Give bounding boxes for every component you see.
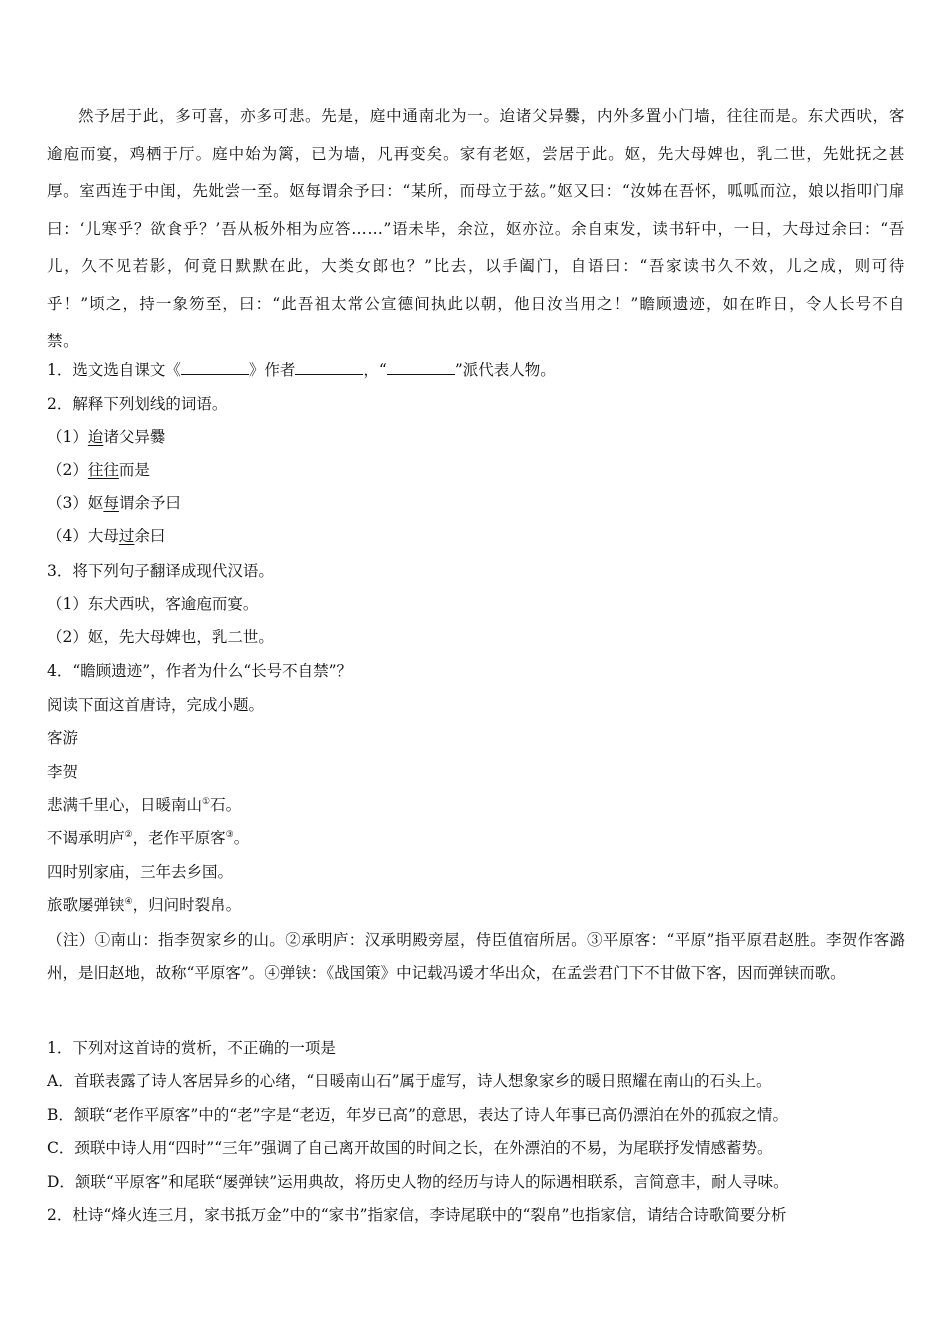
question-3-item-2: （2）妪，先大母婢也，乳二世。 (47, 628, 274, 646)
question-1-part-d: ”派代表人物。 (454, 361, 556, 379)
poem-line-3: 四时别家庙，三年去乡国。 (47, 863, 234, 881)
note-marker: ③ (225, 830, 234, 840)
underlined-word: 迨 (87, 428, 104, 446)
option-b: B．颔联“老作平原客”中的“老”字是“老迈，年岁已高”的意思，表达了诗人年事已高仍漂泊在外的孤寂之情。 (47, 1106, 788, 1124)
item-prefix: （1） (47, 428, 88, 446)
question-1-source (47, 358, 917, 382)
item-suffix: 而是 (118, 461, 150, 479)
poem-text: ，归问时裂帛。 (132, 896, 242, 914)
classical-passage: 然予居于此，多可喜，亦多可悲。先是，庭中通南北为一。迨诸父异爨，内外多置小门墙，往往而是。东犬西吠，客逾庖而宴，鸡栖于厅。庭中始为篱，已为墙，凡再变矣。家有老妪，尝居于此。妪，先大母婢也，乳二世，先妣抚之甚厚。室西连于中闺，先妣尝一至。妪每谓余予曰：“某所，而母立于兹。”妪又曰：“汝姊在吾怀，呱呱而泣，娘以指叩门扉曰：‘儿寒乎？欲食乎？’吾从板外相为应答……”语未毕，余泣，妪亦泣。余自束发，读书轩中，一日，大母过余曰：“吾儿，久不见若影，何竟日默默在此，大类女郎也？”比去，以手阖门，自语曰：“吾家读书久不效，儿之成，则可待乎！”顷之，持一象笏至，曰：“此吾祖太常公宣德间执此以朝，他日汝当用之！”瞻顾遗迹，如在昨日，令人长号不自禁。 (47, 107, 905, 350)
poem-text: 不谒承明庐 (47, 829, 125, 847)
question-3-item-1: （1）东犬西吠，客逾庖而宴。 (47, 595, 259, 613)
poem-question-2-prompt: 2．杜诗“烽火连三月，家书抵万金”中的“家书”指家信，李诗尾联中的“裂帛”也指家信，请结合诗歌简要分析 (47, 1206, 787, 1224)
option-a: A．首联表露了诗人客居异乡的心绪，“日暖南山石”属于虚写，诗人想象家乡的暖日照耀在南山的石头上。 (47, 1072, 772, 1090)
poem-text: 。 (233, 829, 250, 847)
question-1-part-a: 1．选文选自课文《 (47, 361, 181, 379)
note-marker: ② (124, 830, 133, 840)
note-marker: ④ (124, 897, 133, 907)
question-3-prompt: 3．将下列句子翻译成现代汉语。 (47, 562, 274, 580)
question-1-part-b: 》作者 (248, 361, 296, 379)
question-2-item-2 (47, 458, 917, 482)
underlined-word: 每 (103, 494, 119, 512)
note-marker: ① (202, 797, 211, 807)
item-suffix: 余曰 (134, 527, 166, 545)
item-prefix: （4）大母 (47, 527, 119, 545)
question-2-item-4 (47, 524, 917, 548)
poem-text: ，老作平原客 (132, 829, 226, 847)
question-2-item-3 (47, 491, 917, 515)
option-c: C．颈联中诗人用“四时”“三年”强调了自己离开故国的时间之长，在外漂泊的不易，为尾联抒发情感蓄势。 (47, 1139, 773, 1157)
poem-line-2 (47, 826, 917, 850)
question-4-prompt: 4．“瞻顾遗迹”，作者为什么“长号不自禁”？ (47, 662, 353, 680)
option-d: D．颔联“平原客”和尾联“屡弹铗”运用典故，将历史人物的经历与诗人的际遇相联系，言简意丰，耐人寻味。 (47, 1173, 789, 1191)
poem-notes: （注）①南山：指李贺家乡的山。②承明庐：汉承明殿旁屋，侍臣值宿所居。③平原客：“平原”指平原君赵胜。李贺作客潞州，是旧赵地，故称“平原客”。④弹铗：《战国策》中记载冯谖才华出众，在孟尝君门下不甘做下客，因而弹铗而歌。 (47, 931, 905, 982)
poem-line-1 (47, 793, 917, 817)
blank-school (387, 359, 455, 375)
poem-question-1-prompt: 1．下列对这首诗的赏析，不正确的一项是 (47, 1039, 336, 1057)
item-suffix: 谓余予曰 (118, 494, 181, 512)
poem-intro: 阅读下面这首唐诗，完成小题。 (47, 696, 265, 714)
poem-text: 石。 (210, 796, 242, 814)
poem-text: 悲满千里心，日暖南山 (47, 796, 203, 814)
underlined-word: 往往 (87, 461, 119, 479)
question-2-prompt: 2．解释下列划线的词语。 (47, 395, 228, 413)
blank-lesson-title (181, 359, 249, 375)
poem-text: 旅歌屡弹铗 (47, 896, 125, 914)
poem-title: 客游 (47, 729, 79, 747)
poem-author: 李贺 (47, 763, 79, 781)
item-prefix: （2） (47, 461, 88, 479)
item-prefix: （3）妪 (47, 494, 104, 512)
question-2-item-1 (47, 425, 917, 449)
question-1-part-c: ，“ (363, 361, 387, 379)
item-suffix: 诸父异爨 (103, 428, 166, 446)
poem-line-4 (47, 893, 917, 917)
blank-author (295, 359, 363, 375)
underlined-word: 过 (118, 527, 135, 545)
